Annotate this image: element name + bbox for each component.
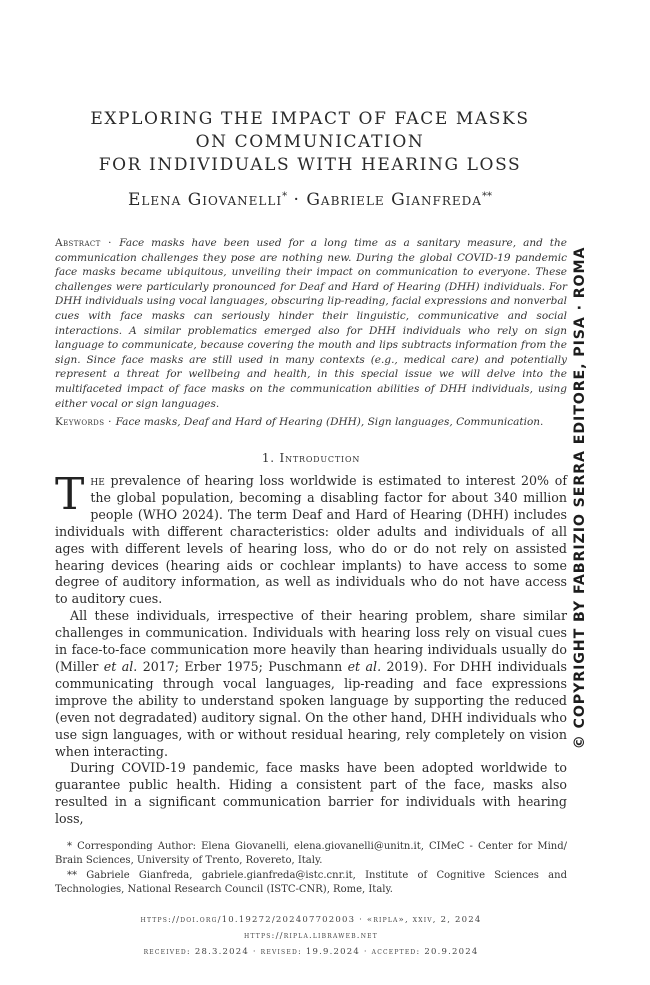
keywords bbox=[55, 415, 567, 429]
drop-cap: T bbox=[55, 469, 85, 520]
abstract bbox=[55, 236, 567, 411]
title-line-1: EXPLORING THE IMPACT OF FACE MASKS bbox=[90, 109, 530, 129]
copyright-sidebar bbox=[570, 230, 590, 765]
copyright-text: © COPYRIGHT BY FABRIZIO SERRA EDITORE, PISA · ROMA bbox=[572, 246, 588, 749]
citation-etal: et al. bbox=[347, 658, 382, 674]
footnote-marker: ** bbox=[481, 191, 492, 202]
paragraph-text: During COVID-19 pandemic, face masks have been adopted worldwide to guarantee public health. Hiding a consistent part of the face, masks also resulted in a significant communication barrier for individuals with hearing loss, bbox=[55, 760, 567, 827]
paragraph bbox=[55, 760, 567, 828]
dates-line: received: 28.3.2024 · revised: 19.9.2024 · accepted: 20.9.2024 bbox=[143, 947, 479, 957]
paragraph-text: 2017; Erber 1975; Puschmann bbox=[137, 658, 348, 674]
author-name: Elena Giovanelli bbox=[128, 190, 283, 210]
keywords-label: Keywords · bbox=[55, 416, 116, 428]
paragraph-text: 2019). For DHH individuals communicating through vocal languages, lip-reading and face expressions improve the ability to understand spoken language by supporting the reduced (even not degradated) auditory signal. On the other hand, DHH individuals who use sign languages, with or without residual hearing, rely completely on vision when interacting. bbox=[55, 658, 568, 759]
title-line-3: FOR INDIVIDUALS WITH HEARING LOSS bbox=[98, 155, 522, 175]
author-name: Gabriele Gianfreda bbox=[306, 190, 482, 210]
paragraph bbox=[55, 608, 567, 760]
paragraph-text: prevalence of hearing loss worldwide is estimated to interest 20% of the global population, becoming a disabling factor for about 340 million people (WHO 2024). The term Deaf and Hard of Hearing (DHH) includes individuals with different characteristics: older adults and individuals of all ages with different levels of hearing loss, who do or do not rely on assisted hearing devices (hearing aids or cochlear implants) to have access to some degree of auditory information, as well as individuals who do not have access to auditory cues. bbox=[55, 473, 567, 607]
paragraph bbox=[55, 469, 567, 608]
paragraph-text: All these individuals, irrespective of their hearing problem, share similar challenges in communication. Individuals with hearing loss rely on visual cues in face-to-face communication more heavily than hearing individuals usually do (Miller bbox=[55, 608, 567, 674]
keywords-text: Face masks, Deaf and Hard of Hearing (DHH), Sign languages, Communication. bbox=[115, 416, 544, 428]
author-separator: · bbox=[287, 190, 307, 210]
abstract-label: Abstract · bbox=[55, 237, 120, 249]
section-heading: 1. Introduction bbox=[261, 451, 361, 465]
footnotes bbox=[55, 840, 567, 897]
title-line-2: ON COMMUNICATION bbox=[195, 132, 425, 152]
page-footer bbox=[55, 912, 567, 960]
paragraph-lead: he bbox=[90, 473, 105, 488]
footnote: ** Gabriele Gianfreda, gabriele.gianfreda@istc.cnr.it, Institute of Cognitive Sciences and Technologies, National Research Council (ISTC-CNR), Rome, Italy. bbox=[55, 870, 567, 895]
abstract-text: Face masks have been used for a long time as a sanitary measure, and the communication challenges they pose are nothing new. During the global COVID-19 pandemic face masks became ubiquitous, unveiling their impact on communication to everyone. These challenges were particularly pronounced for Deaf and Hard of Hearing (DHH) individuals. For DHH individuals using vocal languages, obscuring lip-reading, facial expressions and nonverbal cues with face masks can seriously hinder their linguistic, communicative and social interactions. A similar problematics emerged also for DHH individuals who rely on sign language to communicate, because covering the mouth and lips subtracts information from the sign. Since face masks are still used in many contexts (e.g., medical care) and potentially represent a threat for wellbeing and health, in this special issue we will delve into the multifaceted impact of face masks on the communication abilities of DHH individuals, using either vocal or sign languages. bbox=[55, 237, 567, 410]
footnote: * Corresponding Author: Elena Giovanelli, elena.giovanelli@unitn.it, CIMeC - Center for Mind/ Brain Sciences, University of Trento, Rovereto, Italy. bbox=[55, 841, 567, 866]
body-text bbox=[55, 469, 568, 828]
doi-line: https://doi.org/10.19272/202407702003 · «ripla», xxiv, 2, 2024 bbox=[140, 915, 482, 925]
paper-title bbox=[55, 108, 565, 177]
footnote-marker: * bbox=[282, 191, 288, 202]
citation-etal: et al. bbox=[103, 658, 138, 674]
journal-url: https://ripla.libraweb.net bbox=[244, 931, 378, 941]
author-list bbox=[55, 190, 565, 210]
